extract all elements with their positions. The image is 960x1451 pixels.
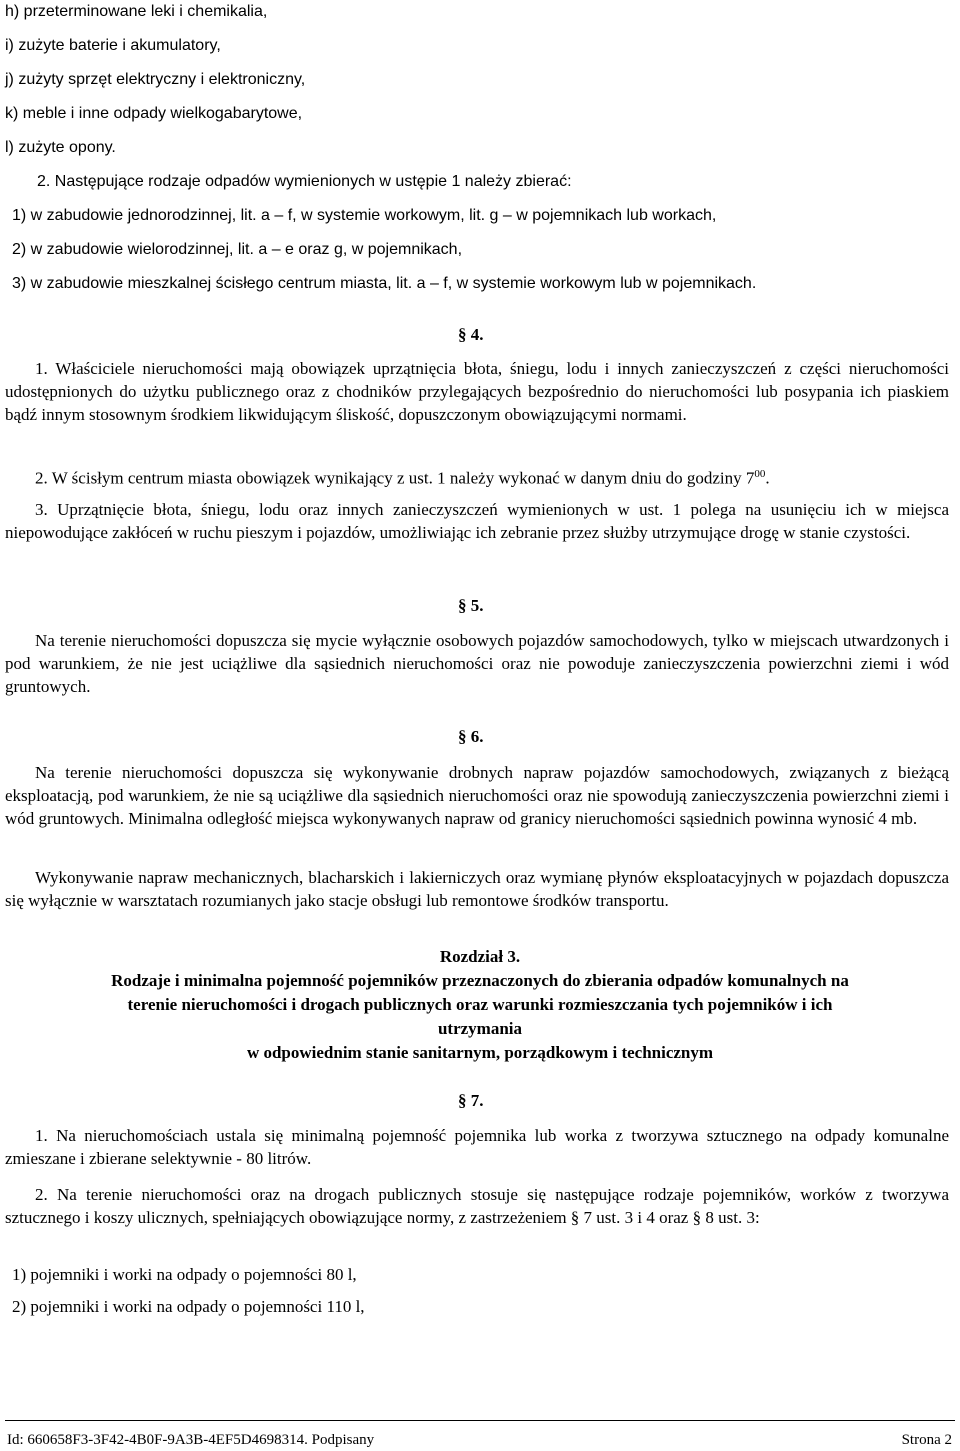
section-2-item-1: 1) w zabudowie jednorodzinnej, lit. a – f, w systemie workowym, lit. g – w pojemnikach lub workach, bbox=[12, 207, 717, 224]
list-item-l: l) zużyte opony. bbox=[5, 139, 116, 156]
paragraph-7-point-2: 2. Na terenie nieruchomości oraz na drogach publicznych stosuje się następujące rodzaje pojemników, worków z tworzywa sztucznego i koszy ulicznych, spełniających obowiązujące normy, z zastrzeżeniem § 7 ust. 3 i 4 oraz § 8 ust. 3: bbox=[5, 1185, 949, 1227]
paragraph-6-heading: § 6. bbox=[458, 727, 484, 746]
paragraph-5-text: Na terenie nieruchomości dopuszcza się mycie wyłącznie osobowych pojazdów samochodowych, tylko w miejscach utwardzonych i pod warunkiem, że nie jest uciążliwe dla sąsiednich nieruchomości oraz nie powoduje zanieczyszczenia powierzchni ziemi i wód gruntowych. bbox=[5, 631, 949, 696]
section-2-item-3: 3) w zabudowie mieszkalnej ścisłego centrum miasta, lit. a – f, w systemie workowym lub w pojemnikach. bbox=[12, 275, 757, 292]
paragraph-7-heading: § 7. bbox=[458, 1091, 484, 1110]
paragraph-4-point-3: 3. Uprzątnięcie błota, śniegu, lodu oraz innych zanieczyszczeń wymienionych w ust. 1 polega na usunięciu ich w miejsca niepowodujące zakłóceń w ruchu pieszym i pojazdów, umożliwiając ich zebranie przez służby utrzymujące drogę w stanie czystości. bbox=[5, 500, 949, 542]
paragraph-4-heading: § 4. bbox=[458, 325, 484, 344]
paragraph-7-item-1: 1) pojemniki i worki na odpady o pojemności 80 l, bbox=[12, 1265, 357, 1284]
chapter-title-line-3: utrzymania bbox=[437, 1019, 523, 1038]
chapter-title-line-4: w odpowiednim stanie sanitarnym, porządkowym i technicznym bbox=[246, 1043, 714, 1062]
chapter-title-line-2: terenie nieruchomości i drogach publicznych oraz warunki rozmieszczania tych pojemników i ich bbox=[127, 995, 833, 1014]
list-item-j: j) zużyty sprzęt elektryczny i elektroniczny, bbox=[5, 71, 306, 88]
chapter-number: Rozdział 3. bbox=[439, 947, 521, 966]
paragraph-4-point-2: 2. W ścisłym centrum miasta obowiązek wynikający z ust. 1 należy wykonać w danym dniu do godziny $7^{00}$. bbox=[35, 468, 770, 488]
footer-page-number: Strona 2 bbox=[901, 1432, 952, 1448]
paragraph-6-text-2: Wykonywanie napraw mechanicznych, blacharskich i lakierniczych oraz wymianę płynów eksploatacyjnych w pojazdach dopuszcza się wyłącznie w warsztatach rozumianych jako stacje obsługi lub remontowe środków transportu. bbox=[5, 868, 949, 910]
paragraph-5-heading: § 5. bbox=[458, 596, 484, 615]
chapter-title-line-1: Rodzaje i minimalna pojemność pojemników przeznaczonych do zbierania odpadów komunalnych na bbox=[111, 971, 849, 990]
paragraph-7-point-1: 1. Na nieruchomościach ustala się minimalną pojemność pojemnika lub worka z tworzywa sztucznego na odpady komunalne zmieszane i zbierane selektywnie - 80 litrów. bbox=[5, 1126, 949, 1168]
paragraph-6-text-1: Na terenie nieruchomości dopuszcza się wykonywanie drobnych napraw pojazdów samochodowych, związanych z bieżącą eksploatacją, pod warunkiem, że nie są uciążliwe dla sąsiednich nieruchomości oraz nie spowodują zanieczyszczenia powierzchni ziemi i wód gruntowych. Minimalna odległość miejsca wykonywanych napraw od granicy nieruchomości sąsiednich powinna wynosić 4 mb. bbox=[5, 763, 949, 828]
section-2-item-2: 2) w zabudowie wielorodzinnej, lit. a – e oraz g, w pojemnikach, bbox=[12, 241, 463, 258]
section-2-intro: 2. Następujące rodzaje odpadów wymienionych w ustępie 1 należy zbierać: bbox=[37, 173, 572, 190]
footer-document-id: Id: 660658F3-3F42-4B0F-9A3B-4EF5D4698314. Podpisany bbox=[7, 1432, 375, 1448]
paragraph-4-point-1: 1. Właściciele nieruchomości mają obowiązek uprzątnięcia błota, śniegu, lodu i innych zanieczyszczeń z części nieruchomości udostępnionych do użytku publicznego oraz z chodników przylegających bezpośrednio do nieruchomości lub posypania ich piaskiem bądź innym stosownym środkiem likwidującym śliskość, dopuszczonym obowiązującymi normami. bbox=[5, 359, 949, 424]
list-item-i: i) zużyte baterie i akumulatory, bbox=[5, 37, 221, 54]
footer-divider bbox=[5, 1420, 955, 1421]
list-item-k: k) meble i inne odpady wielkogabarytowe, bbox=[5, 105, 303, 122]
paragraph-7-item-2: 2) pojemniki i worki na odpady o pojemności 110 l, bbox=[12, 1297, 365, 1316]
list-item-h: h) przeterminowane leki i chemikalia, bbox=[5, 3, 268, 20]
